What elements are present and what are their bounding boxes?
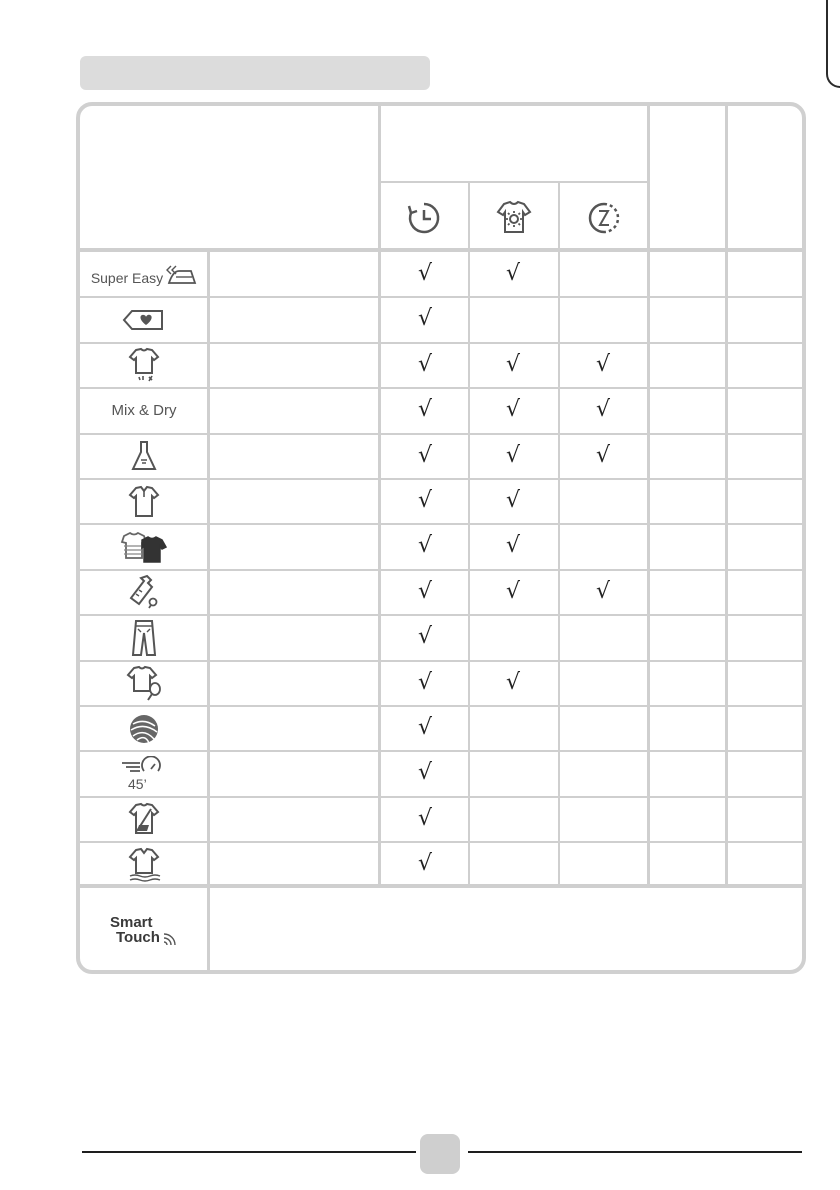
programme-row-13-icon-cell: [80, 797, 208, 842]
check-mark: √: [505, 488, 521, 513]
clock-delay-icon: [400, 198, 448, 238]
check-mark: √: [417, 442, 433, 468]
mix-dry-icon: [112, 402, 177, 419]
check-mark: √: [595, 351, 611, 377]
programme-row-1-icon-cell: [80, 252, 208, 297]
check-mark: √: [417, 669, 433, 695]
touch-label: Touch: [116, 929, 160, 946]
programme-row-7-icon-cell: [80, 524, 208, 569]
check-mark: √: [417, 306, 433, 332]
check-mark: √: [417, 578, 433, 604]
programme-row-5-icon-cell: [80, 434, 208, 479]
super-easy-iron-icon: [91, 263, 197, 287]
check-mark: √: [595, 578, 611, 604]
header-subdivider: [380, 181, 648, 183]
programme-row-6-icon-cell: [80, 479, 208, 524]
smart-touch-logo: [80, 888, 208, 974]
check-mark: √: [417, 533, 433, 559]
check-mark: √: [505, 442, 521, 468]
tag-heart-icon: [122, 307, 166, 333]
programme-row-12-icon-cell: [80, 751, 208, 796]
check-mark: √: [505, 351, 521, 377]
check-mark: √: [417, 351, 433, 377]
mix-dry-label: Mix & Dry: [111, 402, 177, 420]
programme-row-4-icon-cell: [80, 388, 208, 433]
super-easy-label: Super Easy: [90, 269, 164, 286]
check-mark: √: [505, 533, 521, 559]
check-mark: √: [505, 397, 521, 423]
jeans-icon: [131, 619, 157, 657]
check-mark: √: [417, 624, 433, 650]
programme-row-2-icon-cell: [80, 297, 208, 342]
smart-label: Smart: [110, 914, 153, 931]
programme-row-14-icon-cell: [80, 842, 208, 887]
dark-shirts-icon: [120, 530, 168, 564]
shirt-dry-icon: [490, 198, 538, 238]
svg-text:45’: 45’: [128, 776, 147, 793]
column-divider: [558, 182, 560, 886]
check-mark: √: [417, 397, 433, 423]
page-edge: [826, 0, 840, 88]
wool-icon: [127, 712, 161, 746]
check-mark: √: [505, 578, 521, 604]
programme-row-3-icon-cell: [80, 343, 208, 388]
check-mark: √: [417, 805, 433, 831]
column-divider: [378, 106, 381, 886]
check-mark: √: [417, 715, 433, 740]
footer-rule-right: [468, 1151, 802, 1153]
section-title-bar: [80, 56, 430, 90]
check-mark: √: [595, 397, 611, 423]
column-divider: [468, 182, 470, 886]
check-mark: √: [417, 760, 433, 786]
check-mark: √: [505, 669, 521, 695]
baby-bottle-icon: [127, 574, 161, 610]
check-mark: √: [417, 261, 433, 286]
nfc-signal-icon: [162, 932, 176, 946]
programme-table: [76, 102, 806, 974]
time-saver-icon: [580, 198, 628, 238]
flask-icon: [129, 439, 159, 473]
programme-row-8-icon-cell: [80, 570, 208, 615]
check-mark: √: [595, 442, 611, 468]
column-divider: [647, 106, 650, 886]
page-number-badge: [420, 1134, 460, 1174]
footer-rule-left: [82, 1151, 416, 1153]
polo-shirt-icon: [127, 485, 161, 519]
check-mark: √: [505, 261, 521, 286]
sport-shirt-icon: [125, 665, 163, 701]
programme-row-11-icon-cell: [80, 706, 208, 751]
programme-row-10-icon-cell: [80, 661, 208, 706]
shirt-steam-icon: [126, 847, 162, 883]
programme-row-9-icon-cell: [80, 615, 208, 660]
column-divider: [725, 106, 728, 886]
shirt-sparkle-icon: [127, 347, 161, 383]
no-iron-icon: [127, 801, 161, 837]
check-mark: √: [417, 488, 433, 513]
check-mark: √: [417, 851, 433, 877]
rapid-45-icon: [118, 756, 170, 792]
